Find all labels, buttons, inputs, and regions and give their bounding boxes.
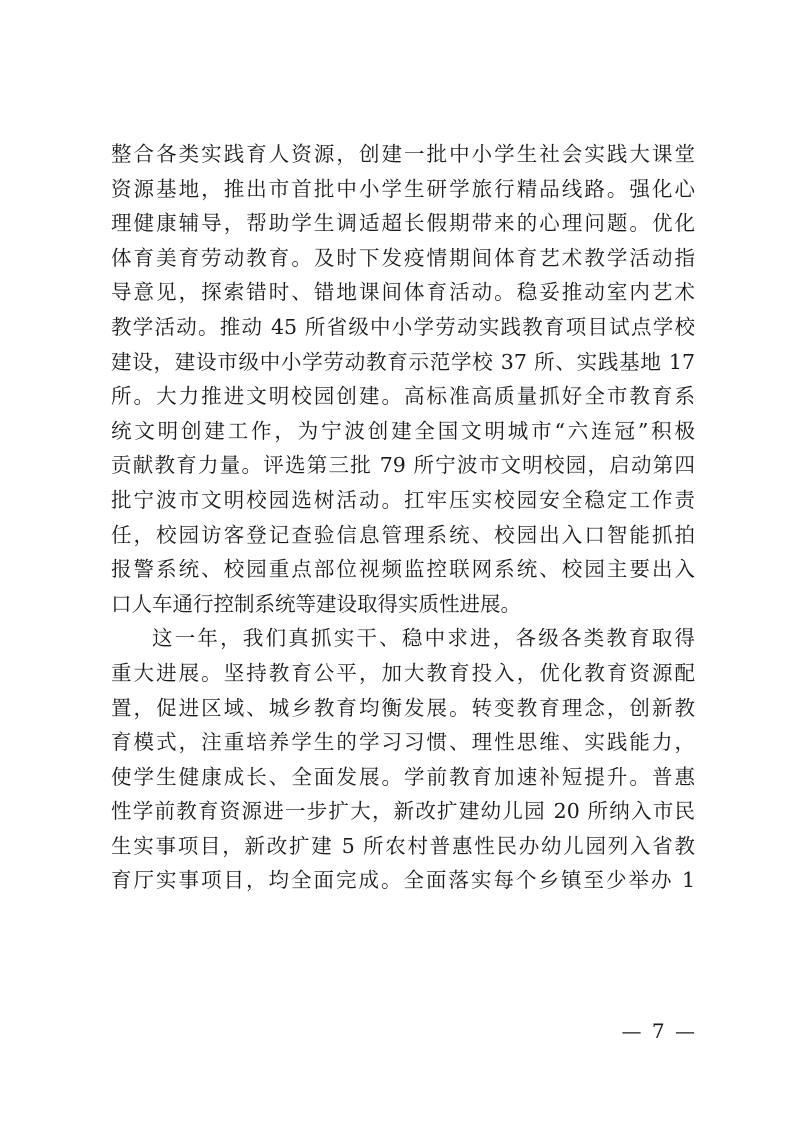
text-line: 口人车通行控制系统等建设取得实质性进展。 bbox=[111, 591, 521, 616]
page-number: — 7 — bbox=[621, 1019, 697, 1043]
text-line: 批宁波市文明校园选树活动。扛牢压实校园安全稳定工作责 bbox=[111, 487, 695, 512]
text-line: 使学生健康成长、全面发展。学前教育加速补短提升。普惠 bbox=[111, 764, 695, 789]
text-line: 任，校园访客登记查验信息管理系统、校园出入口智能抓拍 bbox=[111, 522, 695, 547]
paragraph bbox=[111, 137, 695, 621]
text-line: 所。大力推进文明校园创建。高标准高质量抓好全市教育系 bbox=[111, 384, 695, 409]
paragraph bbox=[111, 621, 695, 898]
text-line: 贡献教育力量。评选第三批 79 所宁波市文明校园，启动第四 bbox=[111, 453, 695, 478]
body-text bbox=[111, 137, 695, 898]
text-line: 生实事项目，新改扩建 5 所农村普惠性民办幼儿园列入省教 bbox=[111, 833, 695, 858]
text-line: 重大进展。坚持教育公平，加大教育投入，优化教育资源配 bbox=[111, 660, 695, 685]
text-line: 整合各类实践育人资源，创建一批中小学生社会实践大课堂 bbox=[111, 142, 695, 166]
text-line: 这一年，我们真抓实干、稳中求进，各级各类教育取得 bbox=[152, 626, 695, 651]
text-line: 统文明创建工作，为宁波创建全国文明城市“六连冠”积极 bbox=[111, 418, 695, 443]
text-line: 置，促进区域、城乡教育均衡发展。转变教育理念，创新教 bbox=[111, 695, 695, 720]
text-line: 建设，建设市级中小学劳动教育示范学校 37 所、实践基地 17 bbox=[111, 349, 695, 374]
text-line: 导意见，探索错时、错地课间体育活动。稳妥推动室内艺术 bbox=[111, 280, 695, 305]
text-line: 资源基地，推出市首批中小学生研学旅行精品线路。强化心 bbox=[111, 176, 695, 201]
text-line: 性学前教育资源进一步扩大，新改扩建幼儿园 20 所纳入市民 bbox=[111, 799, 695, 824]
text-line: 报警系统、校园重点部位视频监控联网系统、校园主要出入 bbox=[111, 557, 695, 582]
text-line: 理健康辅导，帮助学生调适超长假期带来的心理问题。优化 bbox=[111, 211, 695, 236]
text-line: 育厅实事项目，均全面完成。全面落实每个乡镇至少举办 1 bbox=[111, 868, 695, 893]
text-line: 育模式，注重培养学生的学习习惯、理性思维、实践能力， bbox=[111, 730, 695, 755]
text-line: 体育美育劳动教育。及时下发疫情期间体育艺术教学活动指 bbox=[111, 245, 695, 270]
text-line: 教学活动。推动 45 所省级中小学劳动实践教育项目试点学校 bbox=[111, 314, 695, 339]
